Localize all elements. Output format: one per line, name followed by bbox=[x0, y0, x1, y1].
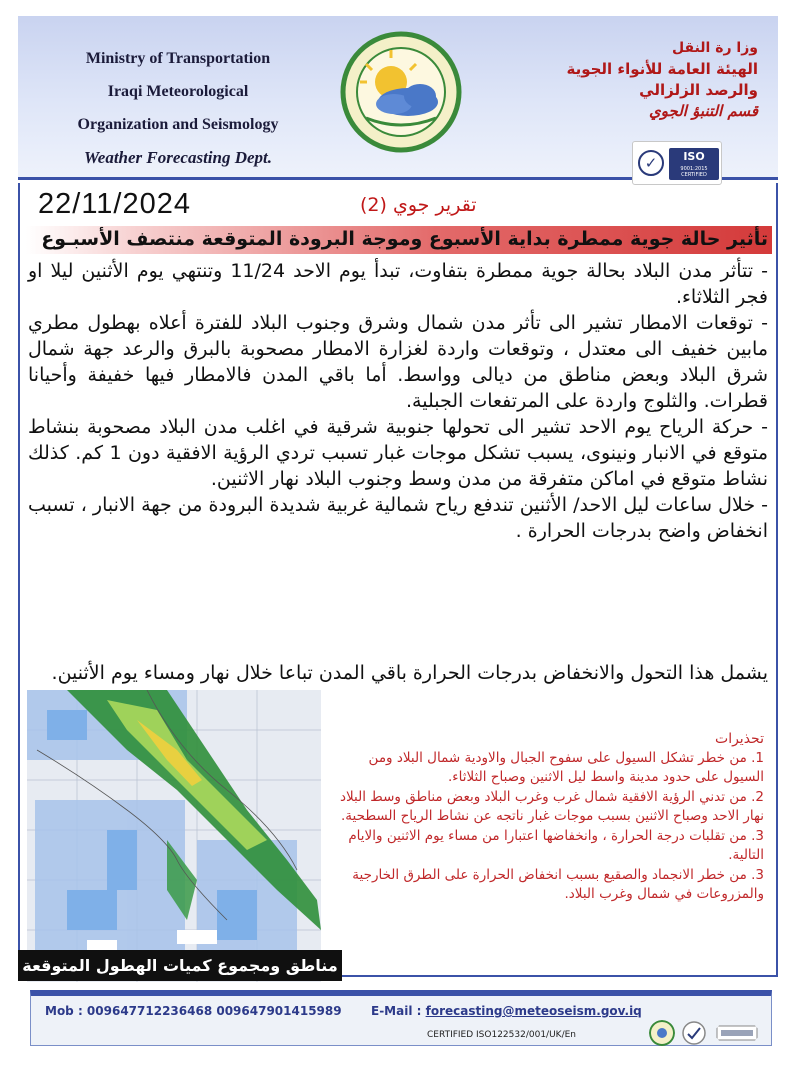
mobile-numbers: Mob : 009647712236468 009647901415989 bbox=[45, 1004, 342, 1018]
warnings-list bbox=[326, 730, 764, 905]
certification-number: CERTIFIED ISO122532/001/UK/En bbox=[427, 1030, 576, 1040]
report-paragraph: - حركة الرياح يوم الاحد تشير الى تحولها جنوبية شرقية في اغلب مدن البلاد مصحوبة بنشاط متوقع في الانبار ونينوى، يسبب تشكل موجات غبار تسبب تردي الرؤية الافقية دون 1 كم. كذلك نشاط متوقع في اماكن متفرقة من مدن وسط وجنوب البلاد نهار الاثنين. bbox=[28, 416, 768, 490]
checkmark-icon: ✓ bbox=[638, 150, 664, 176]
letterhead bbox=[18, 16, 778, 180]
contact-footer bbox=[30, 990, 772, 1046]
report-paragraph: - خلال ساعات ليل الاحد/ الأثنين تندفع رياح شمالية غربية شديدة البرودة من جهة الانبار ، تسبب انخفاض واضح بدرجات الحرارة . bbox=[28, 494, 768, 542]
warnings-title: تحذيرات bbox=[715, 731, 764, 747]
warning-item: 3. من تقلبات درجة الحرارة ، وانخفاضها اعتبارا من مساء يوم الاثنين والايام التالية. bbox=[348, 828, 764, 863]
warning-item: 2. من تدني الرؤية الافقية شمال غرب وغرب البلاد وبعض مناطق وسط البلاد نهار الاحد وصباح الاثنين بسبب موجات غبار ناتجه عن نشاط الرياح السطحية. bbox=[339, 789, 764, 824]
ministry-name-en: Ministry of Transportation bbox=[85, 50, 271, 67]
seal-logo-icon bbox=[649, 1020, 675, 1046]
ministry-name-ar: وزا رة النقل bbox=[672, 40, 758, 56]
org-name-en-2: Organization and Seismology bbox=[77, 116, 279, 133]
org-name-en-1: Iraqi Meteorological bbox=[107, 83, 249, 100]
report-closing: يشمل هذا التحول والانخفاض بدرجات الحرارة باقي المدن تباعا خلال نهار ومساء يوم الأثنين. bbox=[51, 662, 768, 684]
department-name-en: Weather Forecasting Dept. bbox=[83, 148, 273, 167]
report-paragraph: - توقعات الامطار تشير الى تأثر مدن شمال وشرق وجنوب البلاد للفترة أعلاه بهطول مطري مابين خفيف الى معتدل ، وتوقعات واردة لغزارة الامطار مصحوبة بالبرق والرعد جهة شمال شرق البلاد وبعض مناطق من ديالى وواسط. أما باقي المدن فالامطار فيها خفيفة وأحيانا قطرات. والثلوج واردة على المرتفعات الجبلية. bbox=[28, 312, 768, 412]
english-org-name bbox=[38, 42, 318, 174]
organization-logo-icon bbox=[336, 20, 466, 170]
iso-sub-label: 9001:2015 CERTIFIED bbox=[680, 166, 708, 178]
iso-certification-badge bbox=[632, 141, 722, 185]
accreditation-logo-icon bbox=[681, 1020, 707, 1046]
iso-label: ISO bbox=[669, 148, 719, 180]
email-label: E-Mail : bbox=[371, 1004, 426, 1018]
map-caption: مناطق ومجموع كميات الهطول المتوقعة bbox=[18, 950, 342, 981]
report-paragraph: - تتأثر مدن البلاد بحالة جوية ممطرة بتفاوت، تبدأ يوم الاحد 11/24 وتنتهي يوم الأثنين ليلا او فجر الثلاثاء. bbox=[28, 260, 768, 308]
email-line bbox=[371, 1004, 642, 1018]
warning-item: 3. من خطر الانجماد والصقيع بسبب انخفاض الحرارة على الطرق الخارجية والمزروعات في شمال وغرب البلاد. bbox=[352, 867, 764, 902]
report-title: تأثير حالة جوية ممطرة بداية الأسبوع وموجة البرودة المتوقعة منتصف الأسبـوع bbox=[41, 228, 768, 250]
department-name-ar: قسم التنبؤ الجوي bbox=[649, 102, 758, 120]
precipitation-map-icon bbox=[27, 690, 321, 982]
org-name-ar-1: الهيئة العامة للأنواء الجوية bbox=[566, 60, 758, 78]
report-number-label: تقرير جوي (2) bbox=[360, 194, 477, 216]
org-name-ar-2: والرصد الزلزالي bbox=[639, 81, 758, 99]
warning-item: 1. من خطر تشكل السيول على سفوح الجبال والاودية شمال البلاد ومن السيول على حدود مدينة واسط ليل الاثنين وصباح الثلاثاء. bbox=[368, 750, 764, 785]
report-date: 22/11/2024 bbox=[38, 188, 191, 220]
email-link[interactable]: forecasting@meteoseism.gov.iq bbox=[425, 1004, 642, 1018]
report-body bbox=[28, 258, 768, 544]
certification-body-logo-icon bbox=[715, 1020, 759, 1046]
report-title-bar bbox=[26, 226, 772, 254]
report-closing-wrap bbox=[28, 660, 768, 686]
arabic-org-name bbox=[528, 38, 758, 122]
